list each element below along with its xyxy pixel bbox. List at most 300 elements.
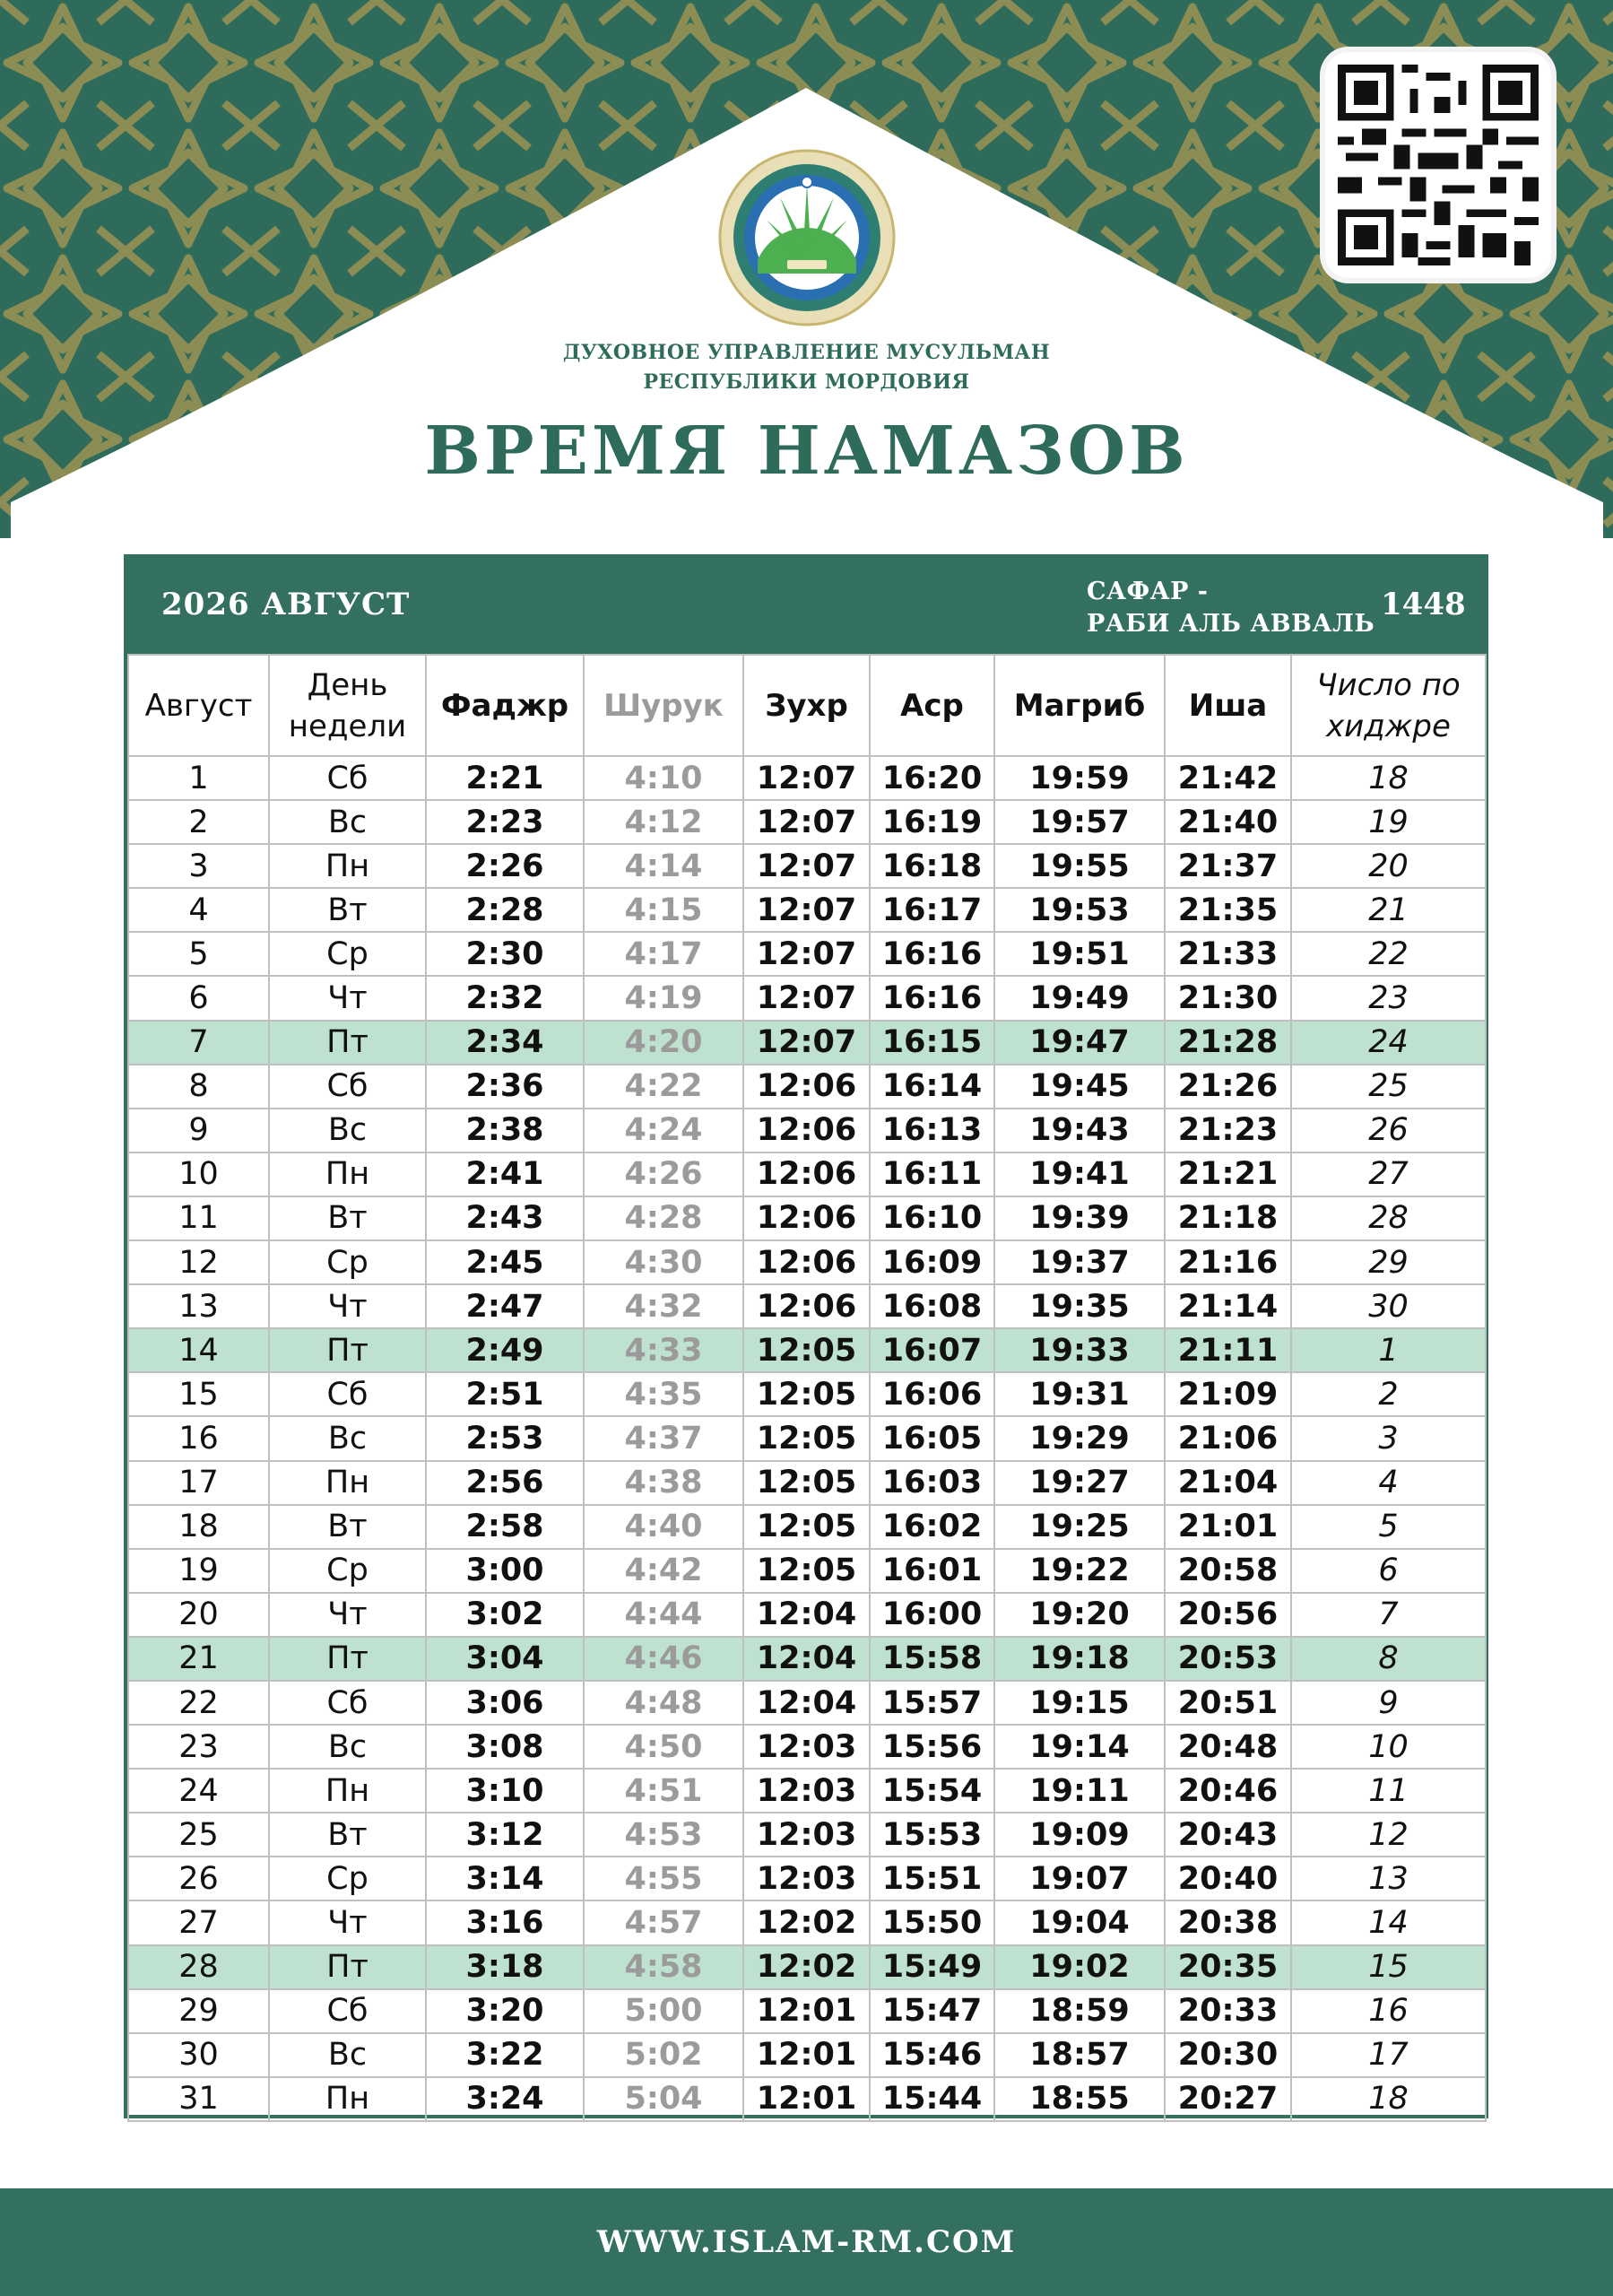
cell-hijri-day: 2: [1291, 1372, 1486, 1416]
cell-date: 19: [128, 1549, 269, 1593]
cell-weekday: Сб: [269, 1065, 426, 1109]
cell-hijri-day: 7: [1291, 1593, 1486, 1637]
cell-date: 21: [128, 1637, 269, 1681]
cell-date: 10: [128, 1152, 269, 1196]
qr-code-icon: [1338, 65, 1539, 265]
cell-weekday: Пт: [269, 1637, 426, 1681]
cell-isha: 20:48: [1165, 1725, 1291, 1769]
cell-isha: 20:46: [1165, 1769, 1291, 1813]
cell-asr: 15:49: [870, 1945, 994, 1989]
cell-shuruq: 4:17: [584, 932, 743, 976]
cell-zuhr: 12:06: [743, 1196, 870, 1240]
cell-asr: 16:07: [870, 1328, 994, 1372]
cell-weekday: Чт: [269, 1593, 426, 1637]
cell-weekday: Пт: [269, 1328, 426, 1372]
table-row: [128, 1109, 1486, 1152]
table-row: [128, 1416, 1486, 1460]
cell-isha: 20:58: [1165, 1549, 1291, 1593]
col-header-hijri-day: Число по хиджре: [1291, 655, 1486, 756]
cell-hijri-day: 21: [1291, 888, 1486, 932]
cell-maghrib: 19:35: [994, 1284, 1165, 1328]
cell-shuruq: 4:58: [584, 1945, 743, 1989]
cell-shuruq: 4:50: [584, 1725, 743, 1769]
cell-asr: 16:10: [870, 1196, 994, 1240]
cell-shuruq: 4:26: [584, 1152, 743, 1196]
cell-isha: 20:38: [1165, 1900, 1291, 1944]
table-row: [128, 976, 1486, 1020]
col-header-maghrib: Магриб: [994, 655, 1165, 756]
cell-maghrib: 19:25: [994, 1505, 1165, 1549]
cell-zuhr: 12:04: [743, 1593, 870, 1637]
cell-zuhr: 12:01: [743, 2033, 870, 2077]
qr-code[interactable]: [1325, 52, 1551, 278]
table-row: [128, 1637, 1486, 1681]
cell-hijri-day: 29: [1291, 1240, 1486, 1284]
col-header-date: Август: [128, 655, 269, 756]
organization-name-line1: ДУХОВНОЕ УПРАВЛЕНИЕ МУСУЛЬМАН: [562, 341, 1051, 364]
table-row: [128, 1681, 1486, 1725]
cell-asr: 16:05: [870, 1416, 994, 1460]
cell-date: 2: [128, 800, 269, 844]
hijri-year-label: 1448: [1381, 587, 1466, 622]
cell-fajr: 3:04: [426, 1637, 584, 1681]
table-row: [128, 800, 1486, 844]
cell-maghrib: 19:47: [994, 1021, 1165, 1065]
cell-asr: 16:08: [870, 1284, 994, 1328]
cell-hijri-day: 28: [1291, 1196, 1486, 1240]
table-row: [128, 1945, 1486, 1989]
cell-hijri-day: 14: [1291, 1900, 1486, 1944]
cell-asr: 15:54: [870, 1769, 994, 1813]
cell-date: 20: [128, 1593, 269, 1637]
cell-shuruq: 4:28: [584, 1196, 743, 1240]
cell-maghrib: 19:14: [994, 1725, 1165, 1769]
cell-maghrib: 19:27: [994, 1461, 1165, 1505]
cell-weekday: Вс: [269, 2033, 426, 2077]
cell-zuhr: 12:04: [743, 1681, 870, 1725]
cell-fajr: 3:14: [426, 1857, 584, 1900]
table-row: [128, 1989, 1486, 2033]
cell-fajr: 2:38: [426, 1109, 584, 1152]
cell-maghrib: 19:02: [994, 1945, 1165, 1989]
cell-date: 15: [128, 1372, 269, 1416]
cell-asr: 16:13: [870, 1109, 994, 1152]
cell-weekday: Ср: [269, 1857, 426, 1900]
cell-shuruq: 4:35: [584, 1372, 743, 1416]
mosque-emblem-icon: [717, 148, 897, 327]
cell-zuhr: 12:05: [743, 1549, 870, 1593]
col-header-asr: Аср: [870, 655, 994, 756]
cell-maghrib: 19:37: [994, 1240, 1165, 1284]
cell-weekday: Вс: [269, 800, 426, 844]
cell-date: 16: [128, 1416, 269, 1460]
table-row: [128, 1900, 1486, 1944]
table-row: [128, 1813, 1486, 1857]
cell-fajr: 3:20: [426, 1989, 584, 2033]
cell-maghrib: 18:55: [994, 2077, 1165, 2121]
cell-isha: 21:21: [1165, 1152, 1291, 1196]
cell-maghrib: 19:55: [994, 844, 1165, 888]
cell-fajr: 3:06: [426, 1681, 584, 1725]
cell-fajr: 3:22: [426, 2033, 584, 2077]
table-row: [128, 2033, 1486, 2077]
cell-hijri-day: 25: [1291, 1065, 1486, 1109]
cell-weekday: Пн: [269, 1152, 426, 1196]
cell-zuhr: 12:07: [743, 976, 870, 1020]
cell-date: 11: [128, 1196, 269, 1240]
cell-fajr: 2:43: [426, 1196, 584, 1240]
cell-isha: 21:11: [1165, 1328, 1291, 1372]
cell-weekday: Вс: [269, 1109, 426, 1152]
cell-fajr: 2:58: [426, 1505, 584, 1549]
cell-weekday: Пн: [269, 1769, 426, 1813]
cell-weekday: Чт: [269, 1900, 426, 1944]
cell-zuhr: 12:05: [743, 1372, 870, 1416]
cell-fajr: 3:08: [426, 1725, 584, 1769]
cell-date: 9: [128, 1109, 269, 1152]
cell-date: 26: [128, 1857, 269, 1900]
cell-shuruq: 5:04: [584, 2077, 743, 2121]
cell-shuruq: 4:15: [584, 888, 743, 932]
cell-weekday: Вс: [269, 1416, 426, 1460]
cell-shuruq: 5:02: [584, 2033, 743, 2077]
cell-maghrib: 19:39: [994, 1196, 1165, 1240]
cell-isha: 20:43: [1165, 1813, 1291, 1857]
cell-zuhr: 12:06: [743, 1152, 870, 1196]
cell-hijri-day: 30: [1291, 1284, 1486, 1328]
cell-weekday: Вс: [269, 1725, 426, 1769]
cell-hijri-day: 20: [1291, 844, 1486, 888]
cell-asr: 15:50: [870, 1900, 994, 1944]
cell-shuruq: 4:12: [584, 800, 743, 844]
cell-isha: 21:33: [1165, 932, 1291, 976]
cell-asr: 15:46: [870, 2033, 994, 2077]
cell-date: 14: [128, 1328, 269, 1372]
hijri-month-line1: САФАР -: [1087, 578, 1209, 605]
cell-fajr: 3:12: [426, 1813, 584, 1857]
cell-zuhr: 12:06: [743, 1240, 870, 1284]
cell-weekday: Ср: [269, 932, 426, 976]
cell-date: 12: [128, 1240, 269, 1284]
col-header-zuhr: Зухр: [743, 655, 870, 756]
cell-maghrib: 19:49: [994, 976, 1165, 1020]
cell-date: 6: [128, 976, 269, 1020]
column-header-row: [128, 655, 1486, 756]
cell-shuruq: 4:57: [584, 1900, 743, 1944]
cell-asr: 15:56: [870, 1725, 994, 1769]
cell-shuruq: 4:55: [584, 1857, 743, 1900]
cell-zuhr: 12:03: [743, 1769, 870, 1813]
cell-asr: 15:47: [870, 1989, 994, 2033]
table-row: [128, 1549, 1486, 1593]
cell-maghrib: 19:07: [994, 1857, 1165, 1900]
cell-date: 28: [128, 1945, 269, 1989]
cell-zuhr: 12:03: [743, 1857, 870, 1900]
cell-weekday: Пт: [269, 1021, 426, 1065]
cell-weekday: Пн: [269, 2077, 426, 2121]
cell-hijri-day: 4: [1291, 1461, 1486, 1505]
cell-hijri-day: 1: [1291, 1328, 1486, 1372]
cell-weekday: Пт: [269, 1945, 426, 1989]
cell-hijri-day: 9: [1291, 1681, 1486, 1725]
cell-weekday: Чт: [269, 976, 426, 1020]
table-row: [128, 1152, 1486, 1196]
table-row: [128, 1769, 1486, 1813]
cell-date: 30: [128, 2033, 269, 2077]
cell-fajr: 2:56: [426, 1461, 584, 1505]
cell-isha: 21:01: [1165, 1505, 1291, 1549]
cell-zuhr: 12:07: [743, 932, 870, 976]
cell-fajr: 3:18: [426, 1945, 584, 1989]
cell-fajr: 3:00: [426, 1549, 584, 1593]
organization-name-line2: РЕСПУБЛИКИ МОРДОВИЯ: [643, 370, 970, 394]
cell-weekday: Чт: [269, 1284, 426, 1328]
cell-weekday: Вт: [269, 1505, 426, 1549]
cell-shuruq: 4:14: [584, 844, 743, 888]
cell-zuhr: 12:02: [743, 1945, 870, 1989]
cell-zuhr: 12:07: [743, 1021, 870, 1065]
gregorian-month-label: 2026 АВГУСТ: [161, 587, 411, 622]
cell-zuhr: 12:05: [743, 1505, 870, 1549]
cell-hijri-day: 18: [1291, 2077, 1486, 2121]
cell-zuhr: 12:02: [743, 1900, 870, 1944]
cell-maghrib: 19:57: [994, 800, 1165, 844]
table-row: [128, 1065, 1486, 1109]
col-header-weekday: День недели: [269, 655, 426, 756]
prayer-times-table: [124, 554, 1488, 2118]
cell-fajr: 2:30: [426, 932, 584, 976]
cell-asr: 16:03: [870, 1461, 994, 1505]
hijri-months-label: [1087, 576, 1375, 640]
cell-maghrib: 19:51: [994, 932, 1165, 976]
cell-maghrib: 18:59: [994, 1989, 1165, 2033]
col-header-shuruq: Шурук: [584, 655, 743, 756]
cell-shuruq: 4:42: [584, 1549, 743, 1593]
cell-fajr: 2:32: [426, 976, 584, 1020]
table-row: [128, 1857, 1486, 1900]
cell-hijri-day: 11: [1291, 1769, 1486, 1813]
cell-zuhr: 12:04: [743, 1637, 870, 1681]
cell-asr: 15:53: [870, 1813, 994, 1857]
cell-date: 31: [128, 2077, 269, 2121]
cell-zuhr: 12:06: [743, 1109, 870, 1152]
cell-asr: 16:01: [870, 1549, 994, 1593]
website-link[interactable]: WWW.ISLAM-RM.COM: [596, 2224, 1017, 2260]
cell-isha: 21:16: [1165, 1240, 1291, 1284]
table-row: [128, 2077, 1486, 2121]
table-row: [128, 1725, 1486, 1769]
schedule-rows: [128, 756, 1486, 2121]
table-row: [128, 1021, 1486, 1065]
cell-weekday: Ср: [269, 1549, 426, 1593]
page-title: ВРЕМЯ НАМАЗОВ: [424, 413, 1189, 490]
cell-isha: 20:30: [1165, 2033, 1291, 2077]
cell-fajr: 3:02: [426, 1593, 584, 1637]
cell-date: 8: [128, 1065, 269, 1109]
cell-hijri-day: 23: [1291, 976, 1486, 1020]
cell-shuruq: 4:24: [584, 1109, 743, 1152]
cell-asr: 16:20: [870, 756, 994, 800]
cell-maghrib: 19:45: [994, 1065, 1165, 1109]
cell-asr: 16:19: [870, 800, 994, 844]
cell-zuhr: 12:05: [743, 1328, 870, 1372]
cell-hijri-day: 27: [1291, 1152, 1486, 1196]
cell-maghrib: 19:41: [994, 1152, 1165, 1196]
cell-date: 29: [128, 1989, 269, 2033]
cell-weekday: Вт: [269, 888, 426, 932]
cell-date: 27: [128, 1900, 269, 1944]
cell-weekday: Пн: [269, 844, 426, 888]
cell-weekday: Сб: [269, 1681, 426, 1725]
cell-isha: 21:23: [1165, 1109, 1291, 1152]
cell-weekday: Вт: [269, 1813, 426, 1857]
cell-zuhr: 12:05: [743, 1416, 870, 1460]
cell-fajr: 3:16: [426, 1900, 584, 1944]
cell-zuhr: 12:07: [743, 844, 870, 888]
hijri-month-line2: РАБИ АЛЬ АВВАЛЬ: [1087, 610, 1375, 638]
cell-shuruq: 4:46: [584, 1637, 743, 1681]
cell-date: 3: [128, 844, 269, 888]
cell-shuruq: 4:44: [584, 1593, 743, 1637]
cell-zuhr: 12:03: [743, 1725, 870, 1769]
cell-isha: 20:35: [1165, 1945, 1291, 1989]
cell-weekday: Ср: [269, 1240, 426, 1284]
cell-asr: 15:58: [870, 1637, 994, 1681]
cell-maghrib: 19:31: [994, 1372, 1165, 1416]
table-row: [128, 1372, 1486, 1416]
cell-date: 17: [128, 1461, 269, 1505]
cell-weekday: Сб: [269, 756, 426, 800]
cell-asr: 16:11: [870, 1152, 994, 1196]
cell-fajr: 2:49: [426, 1328, 584, 1372]
table-row: [128, 1240, 1486, 1284]
cell-hijri-day: 6: [1291, 1549, 1486, 1593]
cell-isha: 21:26: [1165, 1065, 1291, 1109]
cell-date: 23: [128, 1725, 269, 1769]
cell-date: 1: [128, 756, 269, 800]
cell-asr: 16:15: [870, 1021, 994, 1065]
cell-asr: 15:51: [870, 1857, 994, 1900]
cell-zuhr: 12:07: [743, 800, 870, 844]
cell-fajr: 2:45: [426, 1240, 584, 1284]
cell-isha: 20:33: [1165, 1989, 1291, 2033]
cell-maghrib: 19:29: [994, 1416, 1165, 1460]
cell-maghrib: 19:43: [994, 1109, 1165, 1152]
cell-zuhr: 12:06: [743, 1065, 870, 1109]
cell-hijri-day: 17: [1291, 2033, 1486, 2077]
cell-shuruq: 4:20: [584, 1021, 743, 1065]
cell-hijri-day: 24: [1291, 1021, 1486, 1065]
table-row: [128, 1328, 1486, 1372]
cell-isha: 21:40: [1165, 800, 1291, 844]
cell-isha: 21:37: [1165, 844, 1291, 888]
cell-asr: 16:16: [870, 932, 994, 976]
table-row: [128, 756, 1486, 800]
cell-hijri-day: 5: [1291, 1505, 1486, 1549]
table-title-bar: [127, 558, 1485, 654]
cell-shuruq: 4:37: [584, 1416, 743, 1460]
cell-hijri-day: 8: [1291, 1637, 1486, 1681]
cell-maghrib: 19:18: [994, 1637, 1165, 1681]
cell-asr: 16:06: [870, 1372, 994, 1416]
cell-maghrib: 19:09: [994, 1813, 1165, 1857]
cell-isha: 21:42: [1165, 756, 1291, 800]
cell-isha: 21:09: [1165, 1372, 1291, 1416]
table-row: [128, 1196, 1486, 1240]
cell-hijri-day: 15: [1291, 1945, 1486, 1989]
cell-hijri-day: 10: [1291, 1725, 1486, 1769]
cell-isha: 21:18: [1165, 1196, 1291, 1240]
cell-zuhr: 12:03: [743, 1813, 870, 1857]
cell-asr: 16:16: [870, 976, 994, 1020]
cell-fajr: 2:36: [426, 1065, 584, 1109]
cell-shuruq: 4:53: [584, 1813, 743, 1857]
cell-shuruq: 4:48: [584, 1681, 743, 1725]
cell-zuhr: 12:06: [743, 1284, 870, 1328]
table-row: [128, 932, 1486, 976]
table-row: [128, 1593, 1486, 1637]
cell-isha: 20:27: [1165, 2077, 1291, 2121]
cell-zuhr: 12:01: [743, 1989, 870, 2033]
cell-date: 24: [128, 1769, 269, 1813]
table-row: [128, 888, 1486, 932]
cell-shuruq: 4:30: [584, 1240, 743, 1284]
cell-shuruq: 5:00: [584, 1989, 743, 2033]
col-header-fajr: Фаджр: [426, 655, 584, 756]
cell-maghrib: 19:22: [994, 1549, 1165, 1593]
cell-hijri-day: 16: [1291, 1989, 1486, 2033]
cell-isha: 21:30: [1165, 976, 1291, 1020]
cell-weekday: Сб: [269, 1372, 426, 1416]
cell-hijri-day: 13: [1291, 1857, 1486, 1900]
cell-isha: 21:06: [1165, 1416, 1291, 1460]
cell-fajr: 3:10: [426, 1769, 584, 1813]
cell-fajr: 2:23: [426, 800, 584, 844]
cell-shuruq: 4:51: [584, 1769, 743, 1813]
cell-shuruq: 4:33: [584, 1328, 743, 1372]
cell-isha: 20:51: [1165, 1681, 1291, 1725]
cell-fajr: 2:51: [426, 1372, 584, 1416]
table-row: [128, 844, 1486, 888]
cell-maghrib: 19:53: [994, 888, 1165, 932]
cell-hijri-day: 22: [1291, 932, 1486, 976]
cell-maghrib: 19:15: [994, 1681, 1165, 1725]
cell-maghrib: 19:59: [994, 756, 1165, 800]
cell-isha: 20:40: [1165, 1857, 1291, 1900]
cell-hijri-day: 19: [1291, 800, 1486, 844]
schedule-grid: [127, 654, 1487, 2122]
cell-isha: 21:28: [1165, 1021, 1291, 1065]
cell-shuruq: 4:32: [584, 1284, 743, 1328]
cell-fajr: 3:24: [426, 2077, 584, 2121]
cell-asr: 15:44: [870, 2077, 994, 2121]
col-header-isha: Иша: [1165, 655, 1291, 756]
cell-shuruq: 4:10: [584, 756, 743, 800]
cell-maghrib: 19:33: [994, 1328, 1165, 1372]
cell-maghrib: 19:11: [994, 1769, 1165, 1813]
cell-fajr: 2:47: [426, 1284, 584, 1328]
cell-weekday: Пн: [269, 1461, 426, 1505]
cell-asr: 16:18: [870, 844, 994, 888]
cell-isha: 21:14: [1165, 1284, 1291, 1328]
cell-asr: 16:14: [870, 1065, 994, 1109]
cell-fajr: 2:21: [426, 756, 584, 800]
cell-shuruq: 4:19: [584, 976, 743, 1020]
cell-asr: 16:17: [870, 888, 994, 932]
table-row: [128, 1505, 1486, 1549]
table-row: [128, 1461, 1486, 1505]
cell-fajr: 2:41: [426, 1152, 584, 1196]
